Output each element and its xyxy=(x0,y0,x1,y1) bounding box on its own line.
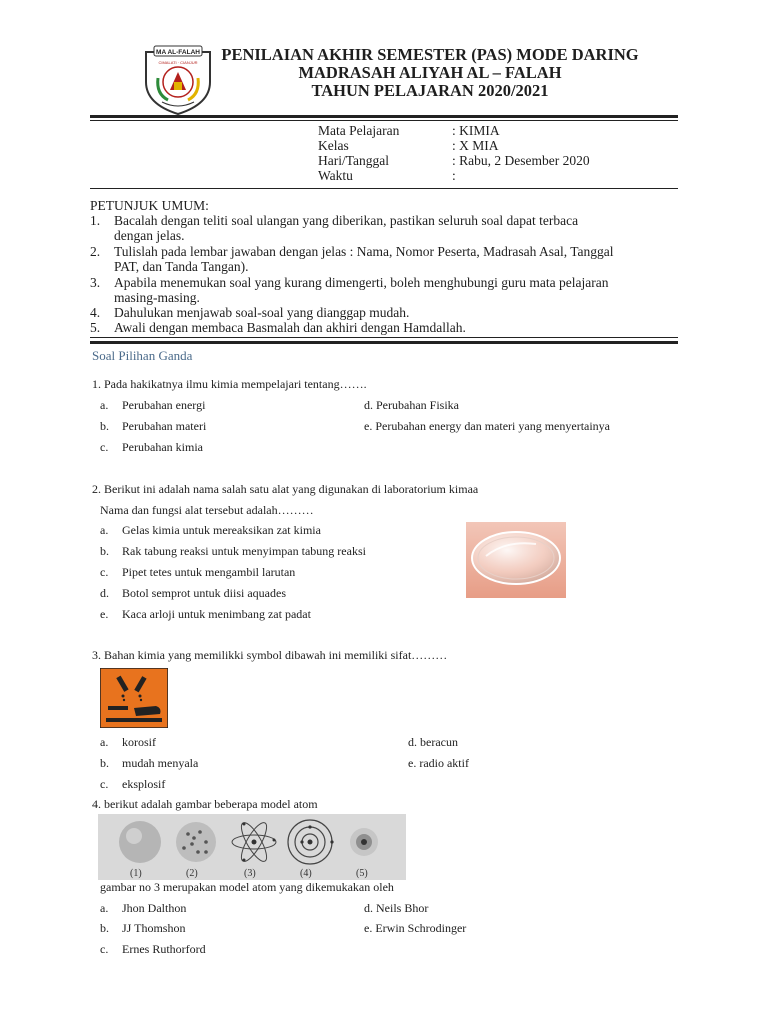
question-2-stem-cont: Nama dan fungsi alat tersebut adalah……… xyxy=(100,503,314,517)
section-title: Soal Pilihan Ganda xyxy=(92,348,193,363)
q2-option-c[interactable]: Pipet tetes untuk mengambil larutan xyxy=(122,565,296,579)
q2-option-e[interactable]: Kaca arloji untuk menimbang zat padat xyxy=(122,607,311,621)
q2-option-letter: d. xyxy=(100,586,109,600)
q1-option-c[interactable]: Perubahan kimia xyxy=(122,440,203,454)
instruction-text: Tulislah pada lembar jawaban dengan jelas : Nama, Nomor Peserta, Madrasah Asal, Tanggal xyxy=(114,244,614,259)
atom-label: (4) xyxy=(300,868,312,879)
q4-option-b[interactable]: JJ Thomshon xyxy=(122,921,186,935)
atom-label: (5) xyxy=(356,868,368,879)
instructions-divider-thin xyxy=(90,337,678,338)
instruction-number: 1. xyxy=(90,213,101,228)
corrosive-hazard-icon xyxy=(100,668,168,728)
q1-option-d[interactable]: d. Perubahan Fisika xyxy=(364,398,459,412)
q4-option-a[interactable]: Jhon Dalthon xyxy=(122,901,187,915)
header-title-line2: MADRASAH ALIYAH AL – FALAH xyxy=(298,63,562,82)
q1-option-a[interactable]: Perubahan energi xyxy=(122,398,206,412)
instruction-number: 5. xyxy=(90,320,101,335)
q4-option-letter: a. xyxy=(100,901,109,915)
header-title-line3: TAHUN PELAJARAN 2020/2021 xyxy=(311,81,549,100)
instructions-divider-thick xyxy=(90,341,678,344)
instruction-text: Bacalah dengan teliti soal ulangan yang diberikan, pastikan seluruh soal dapat terbaca xyxy=(114,213,579,228)
q2-option-b[interactable]: Rak tabung reaksi untuk menyimpan tabung reaksi xyxy=(122,544,366,558)
atom-label: (3) xyxy=(244,868,256,879)
question-3-stem: 3. Bahan kimia yang memilikki symbol dibawah ini memiliki sifat……… xyxy=(92,648,448,662)
header-title-line1: PENILAIAN AKHIR SEMESTER (PAS) MODE DARING xyxy=(221,45,639,64)
instruction-text-cont: PAT, dan Tanda Tangan). xyxy=(114,259,249,274)
instructions-title: PETUNJUK UMUM: xyxy=(90,198,209,213)
q2-option-letter: b. xyxy=(100,544,109,558)
q3-option-letter: a. xyxy=(100,735,109,749)
q3-option-c[interactable]: eksplosif xyxy=(122,777,166,791)
info-divider xyxy=(90,188,678,189)
instruction-number: 3. xyxy=(90,275,101,290)
q1-option-e[interactable]: e. Perubahan energy dan materi yang menyertainya xyxy=(364,419,611,433)
q3-option-letter: c. xyxy=(100,777,109,791)
q3-option-b[interactable]: mudah menyala xyxy=(122,756,199,770)
info-value-class: : X MIA xyxy=(452,138,499,153)
q3-option-a[interactable]: korosif xyxy=(122,735,156,749)
question-4-stem-cont: gambar no 3 merupakan model atom yang dikemukakan oleh xyxy=(100,880,394,894)
info-label-subject: Mata Pelajaran xyxy=(318,123,400,138)
instruction-text: Apabila menemukan soal yang kurang dimengerti, boleh menghubungi guru mata pelajaran xyxy=(114,275,609,290)
info-label-date: Hari/Tanggal xyxy=(318,153,390,168)
q4-option-letter: b. xyxy=(100,921,109,935)
atom-models-image xyxy=(98,814,406,880)
info-label-time: Waktu xyxy=(318,168,353,183)
info-value-subject: : KIMIA xyxy=(452,123,500,138)
info-label-class: Kelas xyxy=(318,138,349,153)
watch-glass-photo xyxy=(466,522,566,598)
atom-label: (2) xyxy=(186,868,198,879)
info-value-date: : Rabu, 2 Desember 2020 xyxy=(452,153,590,168)
q1-option-b[interactable]: Perubahan materi xyxy=(122,419,207,433)
question-4-stem: 4. berikut adalah gambar beberapa model atom xyxy=(92,797,318,811)
header-divider-thin xyxy=(90,120,678,121)
instruction-number: 2. xyxy=(90,244,101,259)
logo-text: MA AL-FALAH xyxy=(156,49,200,56)
q4-option-c[interactable]: Ernes Ruthorford xyxy=(122,942,206,956)
instruction-text-cont: masing-masing. xyxy=(114,290,200,305)
instruction-number: 4. xyxy=(90,305,101,320)
info-value-time: : xyxy=(452,168,456,183)
q2-option-letter: c. xyxy=(100,565,109,579)
q1-option-letter: a. xyxy=(100,398,109,412)
instruction-text: Dahulukan menjawab soal-soal yang dianggap mudah. xyxy=(114,305,410,320)
q3-option-e[interactable]: e. radio aktif xyxy=(408,756,469,770)
q3-option-letter: b. xyxy=(100,756,109,770)
atom-label: (1) xyxy=(130,868,142,879)
question-1-stem: 1. Pada hakikatnya ilmu kimia mempelajari tentang……. xyxy=(92,377,367,391)
q2-option-letter: e. xyxy=(100,607,109,621)
q3-option-d[interactable]: d. beracun xyxy=(408,735,458,749)
question-2-stem: 2. Berikut ini adalah nama salah satu alat yang digunakan di laboratorium kimaa xyxy=(92,482,479,496)
q2-option-d[interactable]: Botol semprot untuk diisi aquades xyxy=(122,586,286,600)
instruction-text: Awali dengan membaca Basmalah dan akhiri dengan Hamdallah. xyxy=(114,320,466,335)
q2-option-letter: a. xyxy=(100,523,109,537)
q4-option-letter: c. xyxy=(100,942,109,956)
q1-option-letter: c. xyxy=(100,440,109,454)
q4-option-d[interactable]: d. Neils Bhor xyxy=(364,901,429,915)
q2-option-a[interactable]: Gelas kimia untuk mereaksikan zat kimia xyxy=(122,523,321,537)
instruction-text-cont: dengan jelas. xyxy=(114,228,185,243)
q4-option-e[interactable]: e. Erwin Schrodinger xyxy=(364,921,467,935)
q1-option-letter: b. xyxy=(100,419,109,433)
logo-subtext: CIMALATI · CIANJUR xyxy=(158,60,198,65)
header-divider-top xyxy=(90,115,678,118)
